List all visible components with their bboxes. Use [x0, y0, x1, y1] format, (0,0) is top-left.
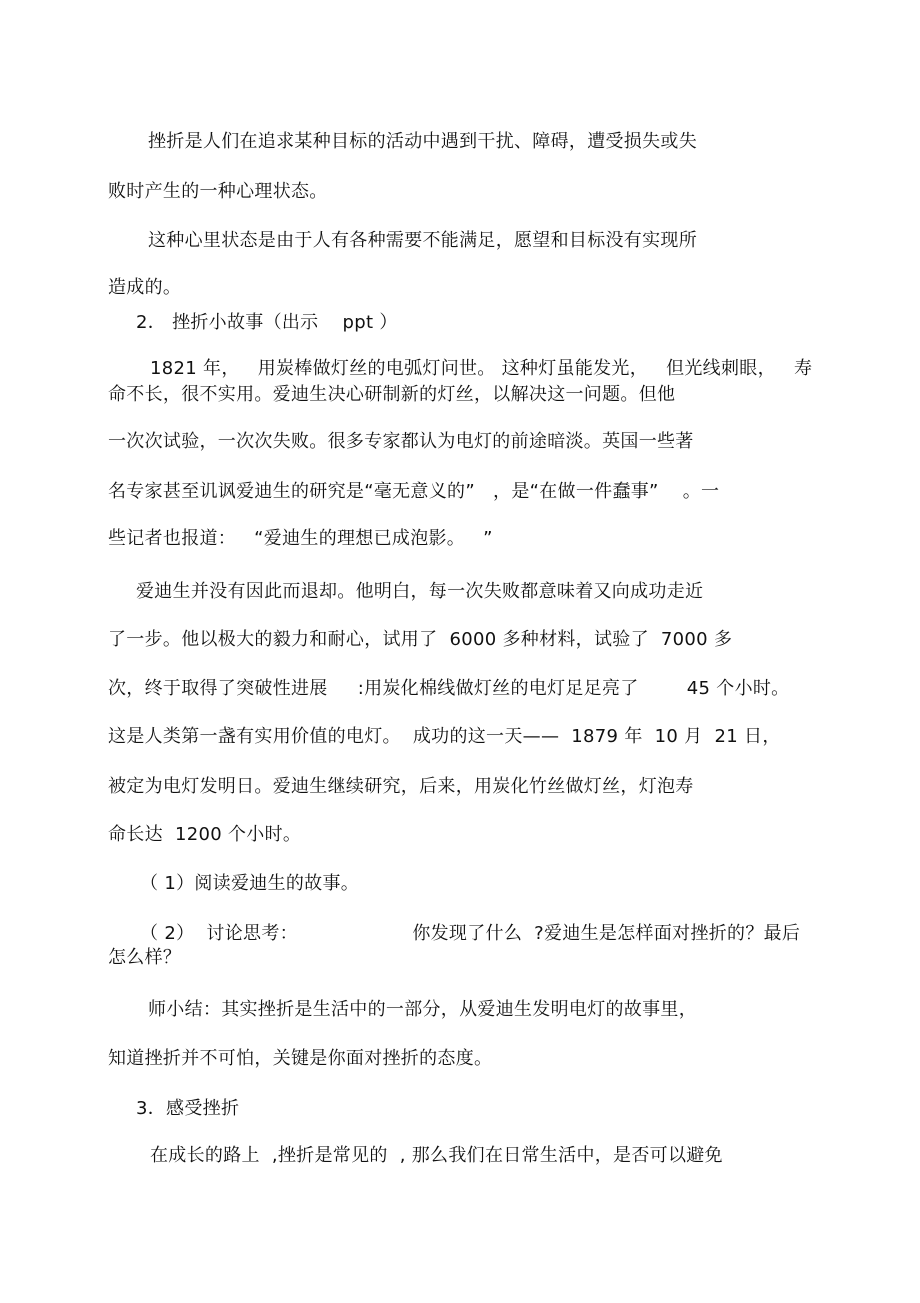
text-line: （ 1）阅读爱迪生的故事。 [140, 873, 360, 894]
text-line: 了一步。他以极大的毅力和耐心，试用了 6000 多种材料，试验了 7000 多 [108, 629, 733, 650]
text-line: 师小结：其实挫折是生活中的一部分，从爱迪生发明电灯的故事里， [148, 999, 697, 1020]
text-line: 被定为电灯发明日。爱迪生继续研究，后来，用炭化竹丝做灯丝，灯泡寿 [108, 776, 694, 797]
text-line: 命不长，很不实用。爱迪生决心研制新的灯丝，以解决这一问题。但他 [108, 384, 676, 405]
text-line: 知道挫折并不可怕，关键是你面对挫折的态度。 [108, 1048, 493, 1069]
text-line: 些记者也报道： “爱迪生的理想已成泡影。 ” [108, 528, 493, 549]
text-line: 名专家甚至讥讽爱迪生的研究是“毫无意义的” ，是“在做一件蠢事” 。一 [108, 481, 720, 502]
section-heading: 3．感受挫折 [136, 1098, 240, 1119]
text-line: 命长达 1200 个小时。 [108, 824, 302, 845]
text-line: 挫折是人们在追求某种目标的活动中遇到干扰、障碍，遭受损失或失 [148, 131, 697, 152]
section-heading: 2． 挫折小故事（出示 ppt ） [136, 312, 398, 333]
text-line: 造成的。 [108, 277, 182, 298]
text-line: 爱迪生并没有因此而退却。他明白，每一次失败都意味着又向成功走近 [136, 581, 704, 602]
text-line: 怎么样？ [108, 947, 182, 968]
text-line: 这种心里状态是由于人有各种需要不能满足，愿望和目标没有实现所 [148, 230, 697, 251]
text-line: 次，终于取得了突破性进展 :用炭化棉线做灯丝的电灯足足亮了 45 个小时。 [108, 678, 790, 699]
text-line: 一次次试验，一次次失败。很多专家都认为电灯的前途暗淡。英国一些著 [108, 431, 694, 452]
text-line: 在成长的路上 ,挫折是常见的 , 那么我们在日常生活中，是否可以避免 [150, 1145, 723, 1166]
text-line: 这是人类第一盏有实用价值的电灯。 成功的这一天—— 1879 年 10 月 21 日， [108, 726, 781, 747]
text-line: 1821 年， 用炭棒做灯丝的电弧灯问世。 这种灯虽能发光， 但光线刺眼， 寿 [150, 358, 813, 379]
text-line: 败时产生的一种心理状态。 [108, 181, 328, 202]
text-line: （ 2） 讨论思考： 你发现了什么 ?爱迪生是怎样面对挫折的？最后 [140, 923, 801, 944]
